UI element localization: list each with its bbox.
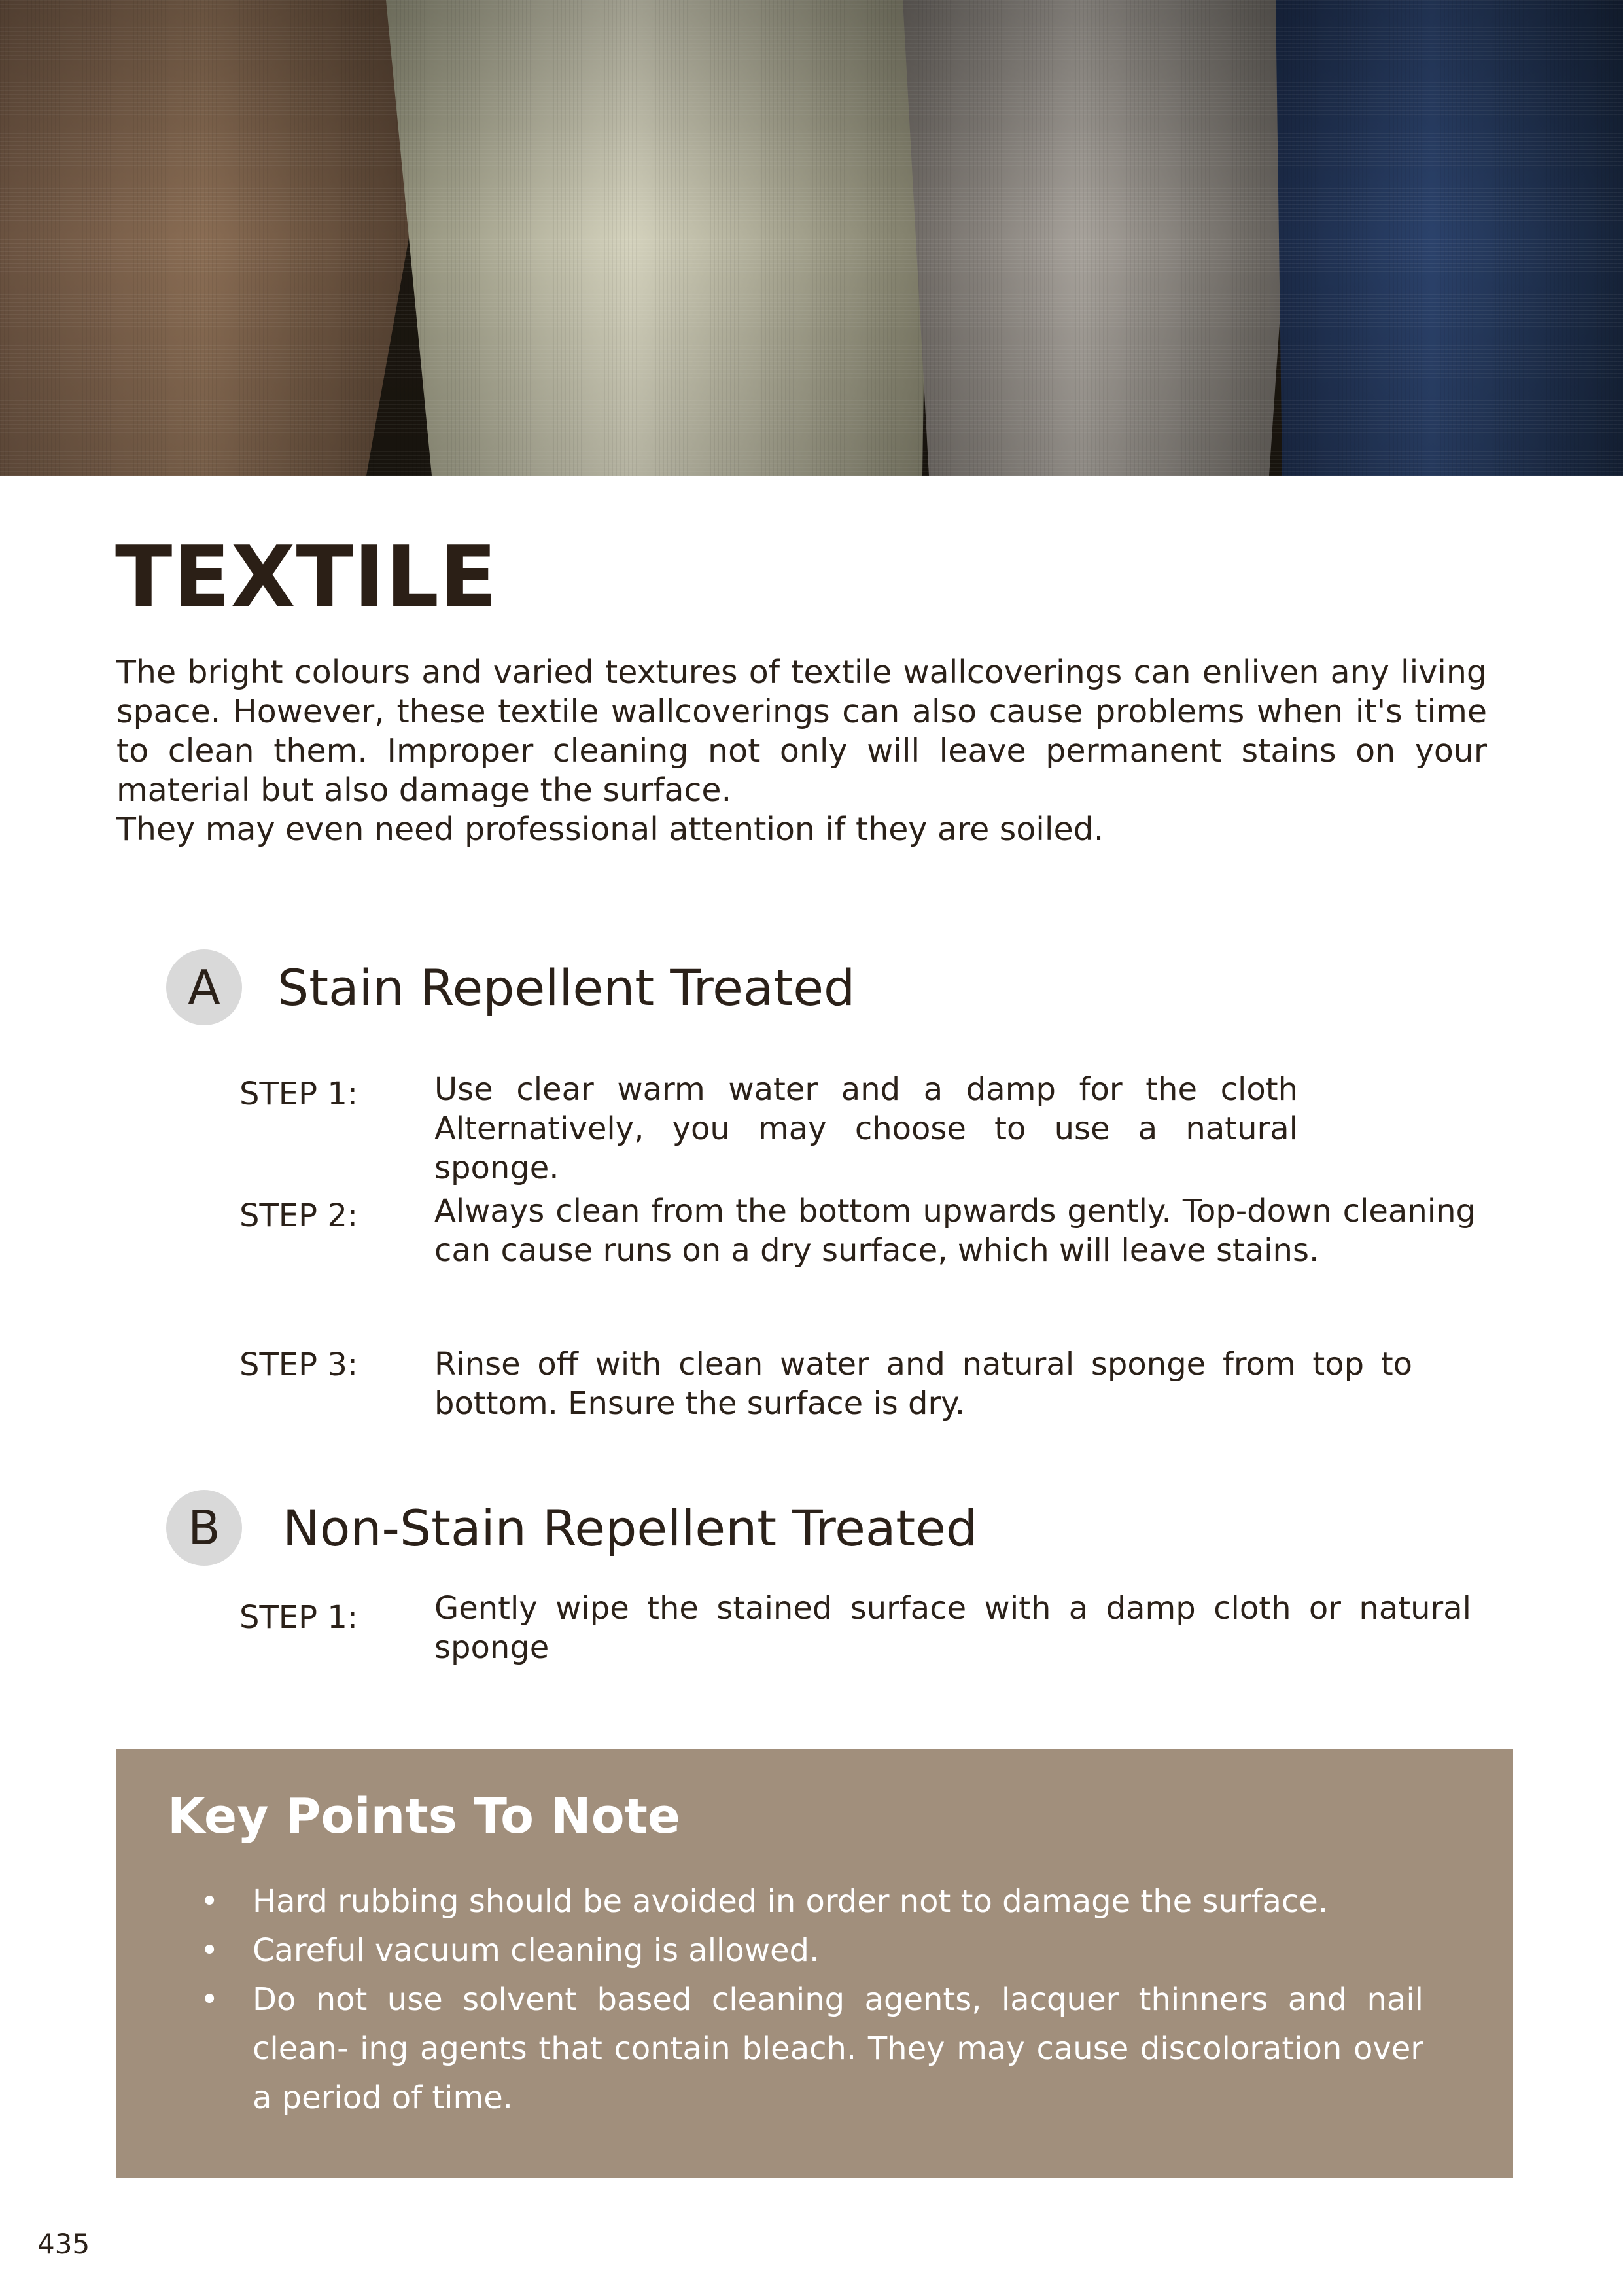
step-label: STEP 3: bbox=[239, 1347, 358, 1383]
key-point-text: Careful vacuum cleaning is allowed. bbox=[253, 1932, 820, 1969]
key-points-title: Key Points To Note bbox=[167, 1788, 681, 1845]
bullet-icon: • bbox=[200, 1932, 219, 1969]
fabric-rolls-illustration bbox=[0, 0, 1623, 476]
intro-paragraph: They may even need professional attention if they are soiled. bbox=[116, 811, 1104, 848]
step-text: Rinse off with clean water and natural sponge from top to bottom. Ensure the surface is dry. bbox=[434, 1346, 1412, 1422]
hero-fabric-image bbox=[0, 0, 1623, 476]
section-a-badge: A bbox=[166, 949, 242, 1025]
bullet-icon: • bbox=[200, 1883, 219, 1920]
section-b-title: Non-Stain Repellent Treated bbox=[283, 1498, 978, 1557]
key-point-text: Hard rubbing should be avoided in order not to damage the surface. bbox=[253, 1883, 1329, 1920]
intro-paragraph: The bright colours and varied textures of textile wallcoverings can enliven any living space. However, these textile wallcoverings can also cause problems when it's time to clean them. Improper cleaning not only will leave permanent stains on your material but also damage the surface. bbox=[116, 654, 1487, 809]
step-label: STEP 2: bbox=[239, 1197, 358, 1234]
step-label: STEP 1: bbox=[239, 1076, 358, 1112]
step-text: Always clean from the bottom upwards gently. Top-down cleaning can cause runs on a dry surface, which will leave stains. bbox=[434, 1193, 1476, 1269]
list-item bbox=[200, 1877, 1423, 1926]
key-points-list bbox=[200, 1877, 1423, 2123]
key-points-box bbox=[116, 1749, 1513, 2178]
section-b-header bbox=[166, 1489, 977, 1566]
section-a-header bbox=[166, 949, 855, 1026]
intro-text bbox=[116, 653, 1487, 849]
bullet-icon: • bbox=[200, 1981, 219, 2018]
section-a-title: Stain Repellent Treated bbox=[277, 958, 856, 1017]
step-label: STEP 1: bbox=[239, 1599, 358, 1636]
list-item bbox=[200, 1975, 1423, 2123]
step-text: Gently wipe the stained surface with a damp cloth or natural sponge bbox=[434, 1590, 1471, 1666]
section-b-badge: B bbox=[166, 1490, 242, 1566]
step-text: Use clear warm water and a damp for the cloth Alternatively, you may choose to use a natural sponge. bbox=[434, 1071, 1298, 1186]
list-item bbox=[200, 1926, 1423, 1975]
page-number: 435 bbox=[37, 2228, 90, 2260]
key-point-text: Do not use solvent based cleaning agents, lacquer thinners and nail clean- ing agents that contain bleach. They may cause discoloration over a period of time. bbox=[253, 1981, 1423, 2116]
page-title: TEXTILE bbox=[115, 529, 498, 626]
